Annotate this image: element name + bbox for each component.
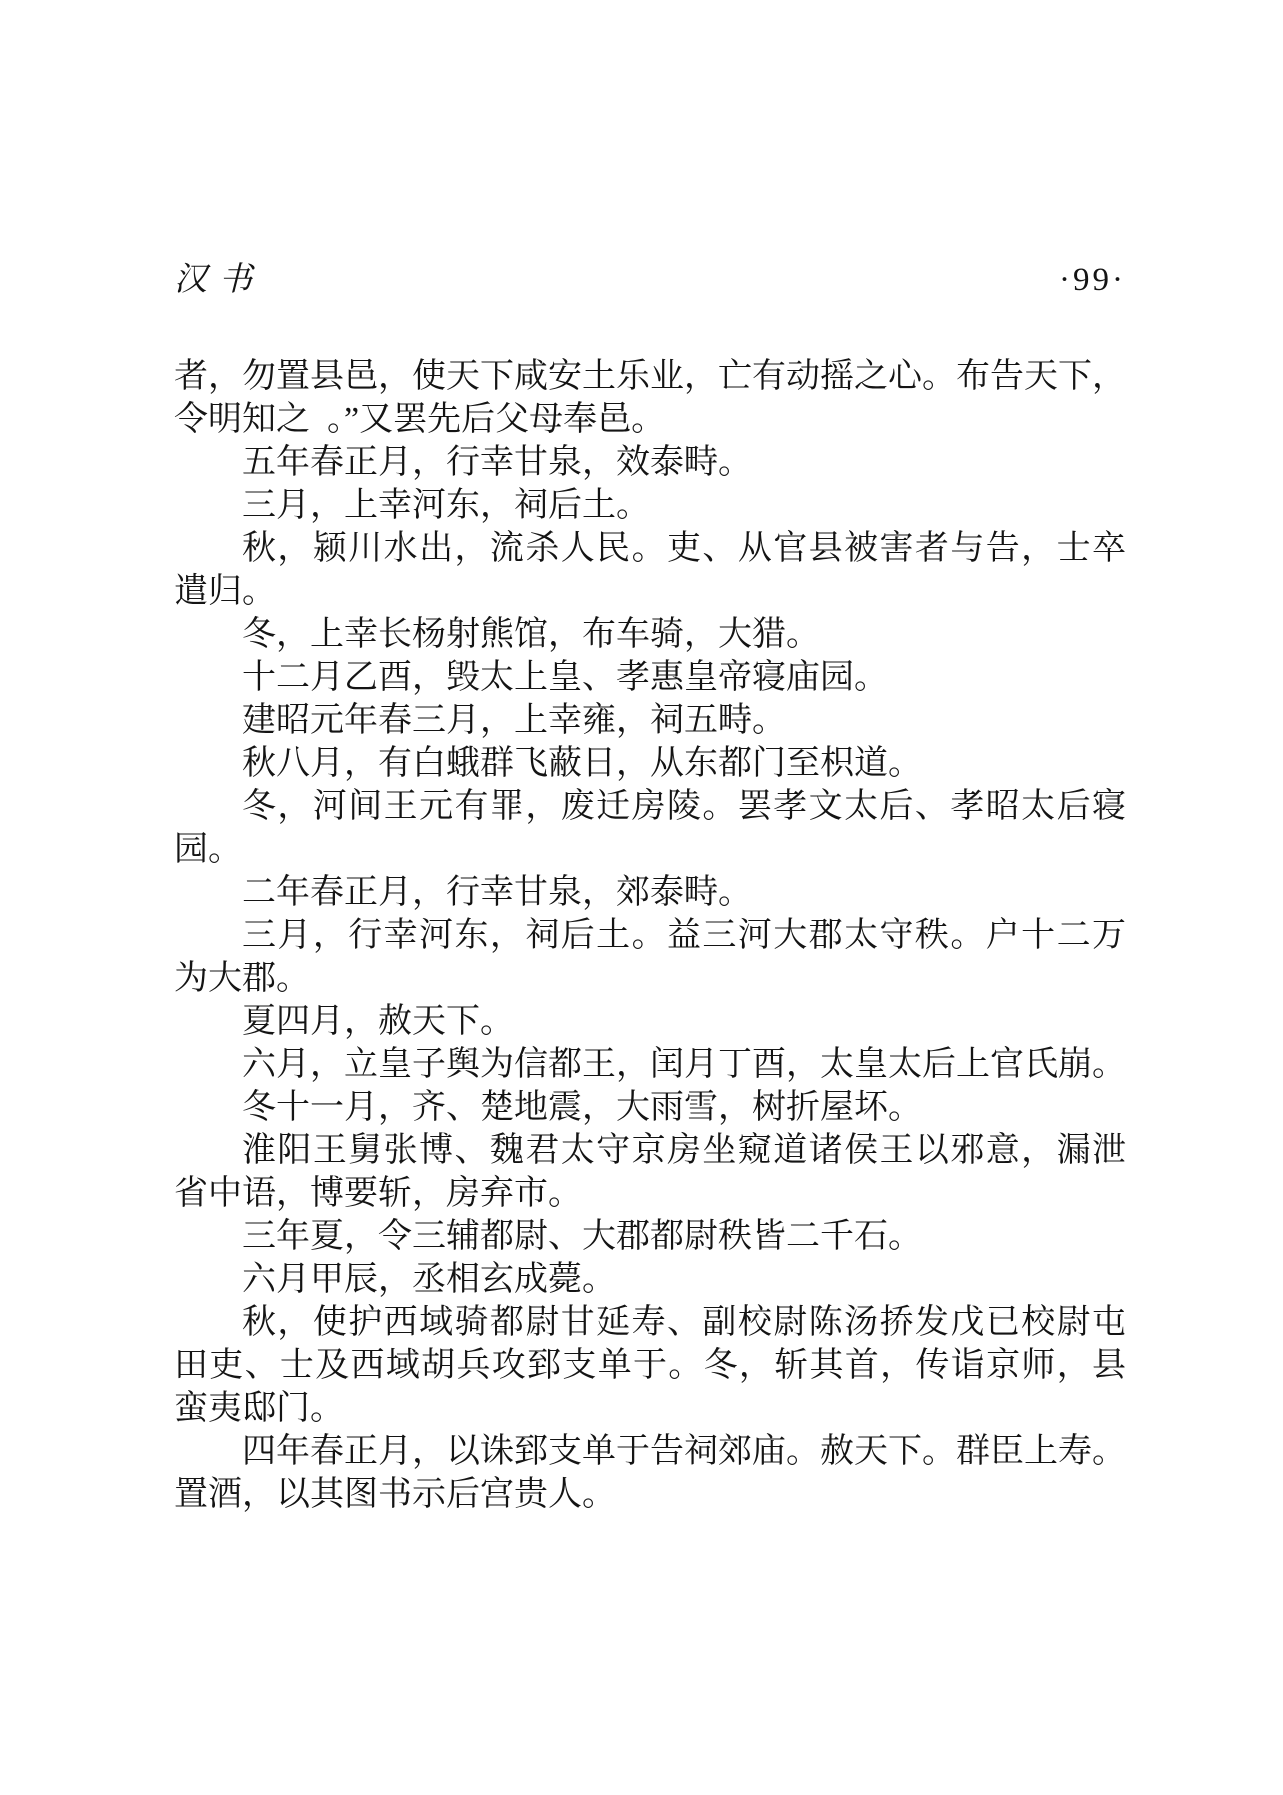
- text-line: 三月，行幸河东，祠后土。益三河大郡太守秩。户十二万: [242, 917, 1126, 954]
- text-line: 置酒，以其图书示后宫贵人。: [174, 1476, 616, 1513]
- text-line: 三月，上幸河东，祠后土。: [242, 487, 650, 524]
- text-line: 建昭元年春三月，上幸雍，祠五畤。: [242, 702, 786, 739]
- text-line: 冬，上幸长杨射熊馆，布车骑，大猎。: [242, 616, 820, 653]
- text-line: 三年夏，令三辅都尉、大郡都尉秩皆二千石。: [242, 1218, 922, 1255]
- text-line: 省中语，博要斩，房弃市。: [174, 1175, 582, 1212]
- text-line: 为大郡。: [174, 960, 310, 997]
- text-line: 六月甲辰，丞相玄成薨。: [242, 1261, 616, 1298]
- text-line: 秋，使护西域骑都尉甘延寿、副校尉陈汤挢发戊已校尉屯: [242, 1304, 1126, 1341]
- text-line: 夏四月，赦天下。: [242, 1003, 514, 1040]
- page-header: [174, 258, 1126, 302]
- text-line: 冬，河间王元有罪，废迁房陵。罢孝文太后、孝昭太后寝: [242, 788, 1126, 825]
- text-line: 二年春正月，行幸甘泉，郊泰畤。: [242, 874, 752, 911]
- text-line: 令明知之 。”又罢先后父母奉邑。: [174, 401, 666, 438]
- text-line: 五年春正月，行幸甘泉，效泰畤。: [242, 444, 752, 481]
- text-line: 冬十一月，齐、楚地震，大雨雪，树折屋坏。: [242, 1089, 922, 1126]
- text-line: 蛮夷邸门。: [174, 1390, 344, 1427]
- text-line: 田吏、士及西域胡兵攻郅支单于。冬，斩其首，传诣京师，县: [174, 1347, 1126, 1384]
- text-line: 遣归。: [174, 573, 276, 610]
- book-title: 汉书: [174, 262, 264, 298]
- page-number: ·99·: [1059, 262, 1126, 298]
- text-line: 六月，立皇子舆为信都王，闰月丁酉，太皇太后上官氏崩。: [242, 1046, 1126, 1083]
- text-line: 四年春正月，以诛郅支单于告祠郊庙。赦天下。群臣上寿。: [242, 1433, 1126, 1470]
- text-line: 秋，颍川水出，流杀人民。吏、从官县被害者与告，士卒: [242, 530, 1126, 567]
- text-line: 秋八月，有白蛾群飞蔽日，从东都门至枳道。: [242, 745, 922, 782]
- text-line: 十二月乙酉，毁太上皇、孝惠皇帝寝庙园。: [242, 659, 888, 696]
- text-line: 淮阳王舅张博、魏君太守京房坐窥道诸侯王以邪意，漏泄: [242, 1132, 1126, 1169]
- text-body: [174, 355, 1126, 1516]
- text-line: 者，勿置县邑，使天下咸安土乐业，亡有动摇之心。布告天下，: [174, 358, 1126, 395]
- text-line: 园。: [174, 831, 242, 868]
